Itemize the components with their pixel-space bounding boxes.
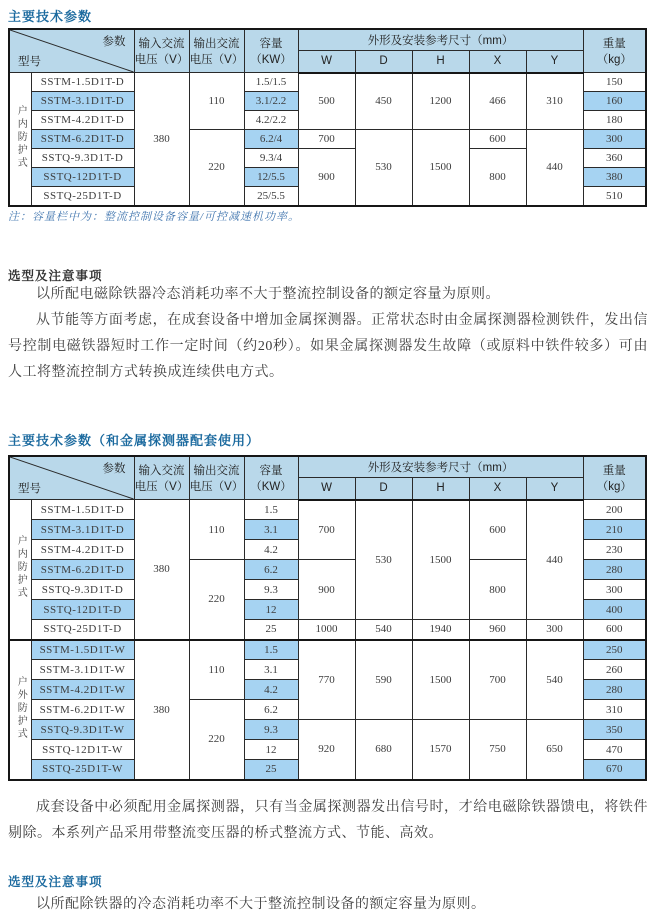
dim-w-cell: 900: [298, 560, 355, 620]
header-dimensions: 外形及安装参考尺寸（mm）: [298, 29, 583, 51]
model-cell: SSTM-1.5D1T-D: [31, 73, 134, 92]
header-dim-x: X: [469, 478, 526, 500]
output-voltage-cell: 110: [189, 73, 244, 130]
weight-cell: 160: [583, 92, 646, 111]
capacity-cell: 1.5: [244, 500, 298, 520]
header-dim-h: H: [412, 51, 469, 73]
dim-x-cell: 600: [469, 500, 526, 560]
model-cell: SSTM-3.1D1T-D: [31, 92, 134, 111]
dim-d-cell: 540: [355, 620, 412, 640]
section-heading-notes-2: 选型及注意事项: [8, 875, 103, 889]
capacity-cell: 4.2: [244, 680, 298, 700]
weight-cell: 150: [583, 73, 646, 92]
model-cell: SSTQ-25D1T-W: [31, 760, 134, 780]
diagonal-header-cell: [9, 456, 134, 500]
category-cell: 户内防护式: [9, 73, 31, 206]
model-cell: SSTQ-9.3D1T-W: [31, 720, 134, 740]
output-voltage-cell: 220: [189, 560, 244, 640]
dim-h-cell: 1940: [412, 620, 469, 640]
header-dim-h: H: [412, 478, 469, 500]
capacity-cell: 3.1: [244, 660, 298, 680]
capacity-cell: 1.5: [244, 640, 298, 660]
weight-cell: 360: [583, 149, 646, 168]
model-cell: SSTQ-12D1T-W: [31, 740, 134, 760]
model-cell: SSTQ-12D1T-D: [31, 168, 134, 187]
dim-w-cell: 700: [298, 130, 355, 149]
diagonal-header-cell: [9, 29, 134, 73]
dim-x-cell: 800: [469, 149, 526, 206]
header-weight: 重量 （kg）: [583, 29, 646, 73]
model-cell: SSTM-3.1D1T-D: [31, 520, 134, 540]
header-model-label: 型号: [18, 483, 41, 495]
weight-cell: 180: [583, 111, 646, 130]
model-cell: SSTM-4.2D1T-W: [31, 680, 134, 700]
weight-cell: 670: [583, 760, 646, 780]
input-voltage-cell: 380: [134, 640, 189, 780]
dim-h-cell: 1500: [412, 500, 469, 620]
page-title-with-detector: 主要技术参数（和金属探测器配套使用）: [8, 433, 261, 448]
header-dim-y: Y: [526, 51, 583, 73]
dim-h-cell: 1570: [412, 720, 469, 780]
capacity-cell: 6.2: [244, 700, 298, 720]
header-dimensions: 外形及安装参考尺寸（mm）: [298, 456, 583, 478]
weight-cell: 380: [583, 168, 646, 187]
weight-cell: 510: [583, 187, 646, 206]
model-cell: SSTM-6.2D1T-D: [31, 560, 134, 580]
capacity-cell: 6.2/4: [244, 130, 298, 149]
dim-y-cell: 650: [526, 720, 583, 780]
dim-y-cell: 310: [526, 73, 583, 130]
dim-h-cell: 1200: [412, 73, 469, 130]
input-voltage-cell: 380: [134, 73, 189, 206]
paragraph: 以所配电磁除铁器冷态消耗功率不大于整流控制设备的额定容量为原则。: [36, 287, 500, 302]
dim-x-cell: 600: [469, 130, 526, 149]
paragraph: 成套设备中必须配用金属探测器，只有当金属探测器发出信号时，才给电磁除铁器馈电，将铁件剔除。本系列产品采用带整流变压器的桥式整流方式、节能、高效。: [8, 800, 648, 841]
header-dim-w: W: [298, 478, 355, 500]
model-cell: SSTM-4.2D1T-D: [31, 111, 134, 130]
model-cell: SSTQ-12D1T-D: [31, 600, 134, 620]
capacity-cell: 12: [244, 740, 298, 760]
capacity-cell: 12: [244, 600, 298, 620]
output-voltage-cell: 110: [189, 640, 244, 700]
weight-cell: 600: [583, 620, 646, 640]
header-model-label: 型号: [18, 56, 41, 68]
category-cell: 户外防护式: [9, 640, 31, 780]
dim-y-cell: 440: [526, 130, 583, 206]
model-cell: SSTQ-25D1T-D: [31, 620, 134, 640]
weight-cell: 400: [583, 600, 646, 620]
dim-y-cell: 300: [526, 620, 583, 640]
header-dim-d: D: [355, 478, 412, 500]
header-capacity: 容量 （KW）: [244, 456, 298, 500]
dim-y-cell: 540: [526, 640, 583, 720]
weight-cell: 470: [583, 740, 646, 760]
dim-w-cell: 920: [298, 720, 355, 780]
capacity-cell: 1.5/1.5: [244, 73, 298, 92]
output-voltage-cell: 220: [189, 700, 244, 780]
header-input-voltage: 输入交流 电压（V）: [134, 29, 189, 73]
capacity-cell: 4.2: [244, 540, 298, 560]
dim-h-cell: 1500: [412, 130, 469, 206]
header-output-voltage: 输出交流 电压（V）: [189, 29, 244, 73]
input-voltage-cell: 380: [134, 500, 189, 640]
capacity-cell: 9.3: [244, 580, 298, 600]
dim-w-cell: 700: [298, 500, 355, 560]
header-param-label: 参数: [102, 36, 126, 48]
model-cell: SSTM-3.1D1T-W: [31, 660, 134, 680]
weight-cell: 230: [583, 540, 646, 560]
model-cell: SSTQ-9.3D1T-D: [31, 149, 134, 168]
dim-x-cell: 960: [469, 620, 526, 640]
header-dim-y: Y: [526, 478, 583, 500]
spec-table-with-detector: [8, 455, 647, 781]
model-cell: SSTQ-9.3D1T-D: [31, 580, 134, 600]
header-output-voltage: 输出交流 电压（V）: [189, 456, 244, 500]
output-voltage-cell: 110: [189, 500, 244, 560]
output-voltage-cell: 220: [189, 130, 244, 206]
dim-x-cell: 466: [469, 73, 526, 130]
capacity-cell: 25: [244, 760, 298, 780]
capacity-cell: 9.3/4: [244, 149, 298, 168]
dim-x-cell: 750: [469, 720, 526, 780]
header-input-voltage: 输入交流 电压（V）: [134, 456, 189, 500]
model-cell: SSTM-1.5D1T-W: [31, 640, 134, 660]
weight-cell: 350: [583, 720, 646, 740]
header-dim-w: W: [298, 51, 355, 73]
dim-x-cell: 800: [469, 560, 526, 620]
section-heading-notes-1: 选型及注意事项: [8, 269, 103, 283]
header-param-label: 参数: [102, 463, 126, 475]
table-footnote: 注：容量栏中为：整流控制设备容量/可控减速机功率。: [8, 211, 301, 223]
paragraph: 以所配除铁器的冷态消耗功率不大于整流控制设备的额定容量为原则。: [36, 897, 486, 912]
header-dim-d: D: [355, 51, 412, 73]
dim-y-cell: 440: [526, 500, 583, 620]
category-cell: 户内防护式: [9, 500, 31, 640]
dim-d-cell: 530: [355, 500, 412, 620]
model-cell: SSTM-1.5D1T-D: [31, 500, 134, 520]
weight-cell: 300: [583, 580, 646, 600]
dim-d-cell: 680: [355, 720, 412, 780]
spec-table-indoor: [8, 28, 647, 207]
model-cell: SSTM-6.2D1T-D: [31, 130, 134, 149]
page-title-main-params: 主要技术参数: [8, 9, 93, 24]
capacity-cell: 9.3: [244, 720, 298, 740]
capacity-cell: 25/5.5: [244, 187, 298, 206]
weight-cell: 250: [583, 640, 646, 660]
dim-w-cell: 900: [298, 149, 355, 206]
weight-cell: 260: [583, 660, 646, 680]
capacity-cell: 25: [244, 620, 298, 640]
capacity-cell: 12/5.5: [244, 168, 298, 187]
dim-w-cell: 770: [298, 640, 355, 720]
dim-w-cell: 500: [298, 73, 355, 130]
weight-cell: 300: [583, 130, 646, 149]
weight-cell: 310: [583, 700, 646, 720]
capacity-cell: 3.1/2.2: [244, 92, 298, 111]
dim-d-cell: 590: [355, 640, 412, 720]
dim-w-cell: 1000: [298, 620, 355, 640]
capacity-cell: 4.2/2.2: [244, 111, 298, 130]
weight-cell: 280: [583, 560, 646, 580]
weight-cell: 200: [583, 500, 646, 520]
model-cell: SSTM-4.2D1T-D: [31, 540, 134, 560]
weight-cell: 280: [583, 680, 646, 700]
header-capacity: 容量 （KW）: [244, 29, 298, 73]
dim-x-cell: 700: [469, 640, 526, 720]
capacity-cell: 3.1: [244, 520, 298, 540]
capacity-cell: 6.2: [244, 560, 298, 580]
dim-d-cell: 530: [355, 130, 412, 206]
dim-h-cell: 1500: [412, 640, 469, 720]
header-weight: 重量 （kg）: [583, 456, 646, 500]
paragraph: 从节能等方面考虑，在成套设备中增加金属探测器。正常状态时由金属探测器检测铁件，发出信号控制电磁铁器短时工作一定时间（约20秒）。如果金属探测器发生故障（或原料中铁件较多）可由人工将整流控制方式转换成连续供电方式。: [8, 313, 648, 380]
weight-cell: 210: [583, 520, 646, 540]
header-dim-x: X: [469, 51, 526, 73]
model-cell: SSTQ-25D1T-D: [31, 187, 134, 206]
dim-d-cell: 450: [355, 73, 412, 130]
model-cell: SSTM-6.2D1T-W: [31, 700, 134, 720]
